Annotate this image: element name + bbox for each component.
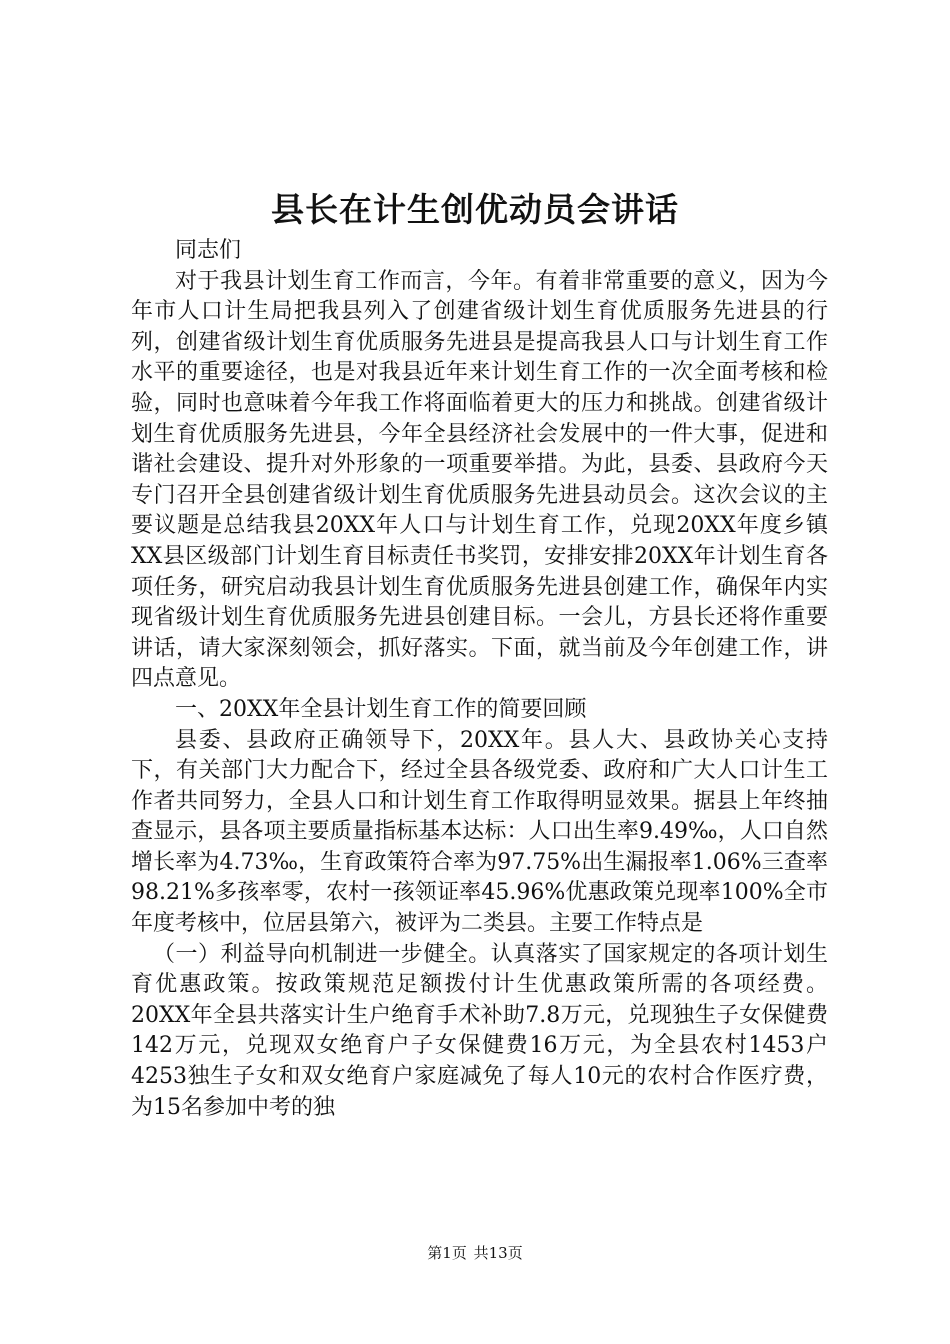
section-heading-1: 一、20XX年全县计划生育工作的简要回顾 bbox=[175, 696, 587, 722]
salutation: 同志们 bbox=[175, 238, 242, 263]
paragraph-subsection-1: （一）利益导向机制进一步健全。认真落实了国家规定的各项计划生育优惠政策。按政策规范足额拨付计生优惠政策所需的各项经费。20XX年全县共落实计生户绝育手术补助7.8万元，兑现独生子女保健费142万元，兑现双女绝育户子女保健费16万元，为全县农村1453户4253独生子女和双女绝育户家庭减免了每人10元的农村合作医疗费，为15名参加中考的独 bbox=[131, 941, 828, 1120]
paragraph-intro: 对于我县计划生育工作而言，今年。有着非常重要的意义，因为今年市人口计生局把我县列入了创建省级计划生育优质服务先进县的行列，创建省级计划生育优质服务先进县是提高我县人口与计划生育工作水平的重要途径，也是对我县近年来计划生育工作的一次全面考核和检验，同时也意味着今年我工作将面临着更大的压力和挑战。创建省级计划生育优质服务先进县，今年全县经济社会发展中的一件大事，促进和谐社会建设、提升对外形象的一项重要举措。为此，县委、县政府今天专门召开全县创建省级计划生育优质服务先进县动员会。这次会议的主要议题是总结我县20XX年人口与计划生育工作，兑现20XX年度乡镇XX县区级部门计划生育目标责任书奖罚，安排安排20XX年计划生育各项任务，研究启动我县计划生育优质服务先进县创建工作，确保年内实现省级计划生育优质服务先进县创建目标。一会儿，方县长还将作重要讲话，请大家深刻领会，抓好落实。下面，就当前及今年创建工作，讲四点意见。 bbox=[131, 268, 828, 692]
document-body bbox=[131, 236, 828, 1123]
document-title: 县长在计生创优动员会讲话 bbox=[271, 190, 679, 229]
paragraph-review: 县委、县政府正确领导下，20XX年。县人大、县政协关心支持下，有关部门大力配合下，经过全县各级党委、政府和广大人口计生工作者共同努力，全县人口和计划生育工作取得明显效果。据县上年终抽查显示，县各项主要质量指标基本达标：人口出生率9.49‰，人口自然增长率为4.73‰，生育政策符合率为97.75%出生漏报率1.06%三查率98.21%多孩率零，农村一孩领证率45.96%优惠政策兑现率100%全市年度考核中，位居县第六，被评为二类县。主要工作特点是 bbox=[131, 727, 828, 937]
page-number-footer: 第1页 共13页 bbox=[427, 1244, 523, 1262]
